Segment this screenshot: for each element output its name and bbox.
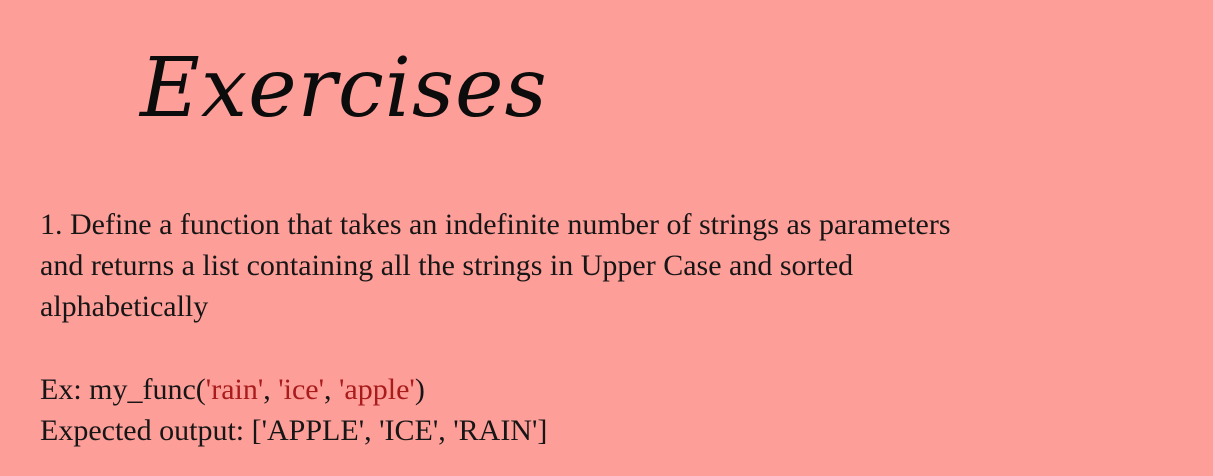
- example-arg-apple: 'apple': [339, 373, 415, 406]
- example-prefix: Ex: my_func(: [40, 373, 206, 406]
- exercise-statement-line-1: 1. Define a function that takes an indefinite number of strings as parameters: [40, 208, 951, 241]
- exercise-statement-line-2: and returns a list containing all the strings in Upper Case and sorted: [40, 249, 854, 282]
- example-arg-rain: 'rain': [205, 373, 264, 406]
- example-separator-1: ,: [263, 373, 279, 406]
- example-separator-2: ,: [324, 373, 340, 406]
- page-title: Exercises: [140, 41, 548, 136]
- exercise-block: [40, 204, 1200, 451]
- example-suffix: ): [414, 373, 425, 406]
- example-line: [40, 369, 1200, 410]
- example-arg-ice: 'ice': [278, 373, 325, 406]
- paragraph-spacer: [40, 327, 1200, 369]
- expected-output-line: Expected output: ['APPLE', 'ICE', 'RAIN']: [40, 414, 548, 447]
- exercise-statement-line-3: alphabetically: [40, 290, 209, 323]
